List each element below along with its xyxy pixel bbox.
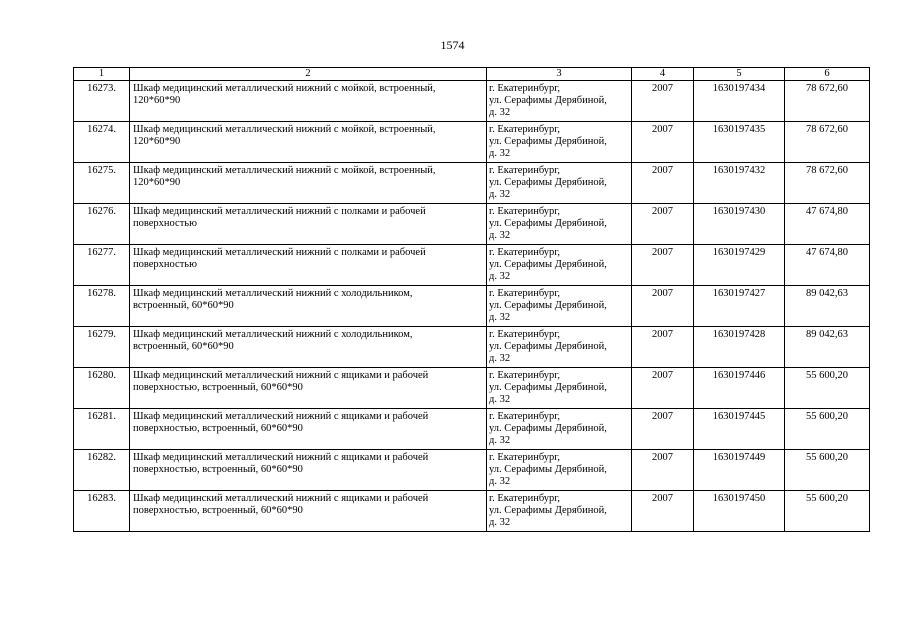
address-cell-line: ул. Серафимы Дерябиной, bbox=[489, 382, 607, 393]
address-cell bbox=[487, 368, 632, 409]
item-name-cell bbox=[130, 163, 487, 204]
address-cell-line: ул. Серафимы Дерябиной, bbox=[489, 341, 607, 352]
item-name-cell-line: Шкаф медицинский металлический нижний с ящиками и рабочей bbox=[133, 452, 429, 463]
table-row bbox=[74, 163, 870, 204]
table-row bbox=[74, 327, 870, 368]
item-name-cell-line: 120*60*90 bbox=[133, 95, 181, 106]
year-cell: 2007 bbox=[632, 368, 694, 409]
year-cell: 2007 bbox=[632, 204, 694, 245]
item-name-cell bbox=[130, 491, 487, 532]
cost-cell: 55 600,20 bbox=[785, 450, 870, 491]
address-cell-line: г. Екатеринбург, bbox=[489, 124, 561, 135]
address-cell-line: ул. Серафимы Дерябиной, bbox=[489, 259, 607, 270]
cost-cell: 78 672,60 bbox=[785, 81, 870, 122]
address-cell bbox=[487, 163, 632, 204]
column-header-6: 6 bbox=[785, 68, 870, 81]
inventory-number-cell: 1630197428 bbox=[694, 327, 785, 368]
item-name-cell-line: Шкаф медицинский металлический нижний с холодильником, bbox=[133, 329, 413, 340]
address-cell-line: г. Екатеринбург, bbox=[489, 370, 561, 381]
address-cell-line: д. 32 bbox=[489, 189, 511, 200]
address-cell bbox=[487, 122, 632, 163]
address-cell-line: д. 32 bbox=[489, 271, 511, 282]
year-cell: 2007 bbox=[632, 286, 694, 327]
inventory-number-cell: 1630197427 bbox=[694, 286, 785, 327]
inventory-number-cell: 1630197430 bbox=[694, 204, 785, 245]
address-cell-line: д. 32 bbox=[489, 394, 511, 405]
address-cell-line: д. 32 bbox=[489, 353, 511, 364]
inventory-number-cell: 1630197445 bbox=[694, 409, 785, 450]
inventory-number-cell: 1630197432 bbox=[694, 163, 785, 204]
row-number-cell: 16282. bbox=[74, 450, 130, 491]
cost-cell: 55 600,20 bbox=[785, 409, 870, 450]
address-cell bbox=[487, 409, 632, 450]
year-cell: 2007 bbox=[632, 163, 694, 204]
table-row bbox=[74, 81, 870, 122]
item-name-cell-line: Шкаф медицинский металлический нижний с ящиками и рабочей bbox=[133, 493, 429, 504]
row-number-cell: 16278. bbox=[74, 286, 130, 327]
row-number-cell: 16273. bbox=[74, 81, 130, 122]
property-registry-table bbox=[73, 67, 870, 532]
item-name-cell-line: поверхностью, встроенный, 60*60*90 bbox=[133, 423, 303, 434]
inventory-number-cell: 1630197446 bbox=[694, 368, 785, 409]
inventory-number-cell: 1630197434 bbox=[694, 81, 785, 122]
address-cell-line: д. 32 bbox=[489, 312, 511, 323]
year-cell: 2007 bbox=[632, 245, 694, 286]
address-cell-line: ул. Серафимы Дерябиной, bbox=[489, 218, 607, 229]
row-number-cell: 16283. bbox=[74, 491, 130, 532]
item-name-cell-line: встроенный, 60*60*90 bbox=[133, 341, 234, 352]
address-cell-line: д. 32 bbox=[489, 148, 511, 159]
address-cell-line: ул. Серафимы Дерябиной, bbox=[489, 423, 607, 434]
item-name-cell-line: 120*60*90 bbox=[133, 136, 181, 147]
item-name-cell-line: поверхностью, встроенный, 60*60*90 bbox=[133, 505, 303, 516]
item-name-cell-line: Шкаф медицинский металлический нижний с ящиками и рабочей bbox=[133, 411, 429, 422]
inventory-number-cell: 1630197435 bbox=[694, 122, 785, 163]
item-name-cell-line: поверхностью, встроенный, 60*60*90 bbox=[133, 464, 303, 475]
row-number-cell: 16281. bbox=[74, 409, 130, 450]
table-row bbox=[74, 286, 870, 327]
address-cell-line: д. 32 bbox=[489, 517, 511, 528]
item-name-cell-line: 120*60*90 bbox=[133, 177, 181, 188]
address-cell-line: ул. Серафимы Дерябиной, bbox=[489, 177, 607, 188]
address-cell-line: ул. Серафимы Дерябиной, bbox=[489, 95, 607, 106]
table-row bbox=[74, 450, 870, 491]
item-name-cell bbox=[130, 409, 487, 450]
year-cell: 2007 bbox=[632, 491, 694, 532]
row-number-cell: 16280. bbox=[74, 368, 130, 409]
item-name-cell bbox=[130, 368, 487, 409]
table-row bbox=[74, 204, 870, 245]
address-cell-line: д. 32 bbox=[489, 476, 511, 487]
table-row bbox=[74, 409, 870, 450]
column-header-2: 2 bbox=[130, 68, 487, 81]
item-name-cell bbox=[130, 245, 487, 286]
address-cell bbox=[487, 204, 632, 245]
item-name-cell-line: Шкаф медицинский металлический нижний с полками и рабочей bbox=[133, 206, 426, 217]
row-number-cell: 16276. bbox=[74, 204, 130, 245]
item-name-cell-line: Шкаф медицинский металлический нижний с ящиками и рабочей bbox=[133, 370, 429, 381]
address-cell bbox=[487, 245, 632, 286]
cost-cell: 78 672,60 bbox=[785, 122, 870, 163]
item-name-cell-line: встроенный, 60*60*90 bbox=[133, 300, 234, 311]
row-number-cell: 16275. bbox=[74, 163, 130, 204]
address-cell bbox=[487, 491, 632, 532]
page-number: 1574 bbox=[440, 38, 465, 52]
table-row bbox=[74, 491, 870, 532]
year-cell: 2007 bbox=[632, 81, 694, 122]
column-header-4: 4 bbox=[632, 68, 694, 81]
year-cell: 2007 bbox=[632, 409, 694, 450]
address-cell-line: ул. Серафимы Дерябиной, bbox=[489, 136, 607, 147]
row-number-cell: 16274. bbox=[74, 122, 130, 163]
address-cell-line: г. Екатеринбург, bbox=[489, 411, 561, 422]
inventory-number-cell: 1630197429 bbox=[694, 245, 785, 286]
row-number-cell: 16279. bbox=[74, 327, 130, 368]
cost-cell: 89 042,63 bbox=[785, 286, 870, 327]
item-name-cell bbox=[130, 450, 487, 491]
address-cell-line: г. Екатеринбург, bbox=[489, 165, 561, 176]
address-cell-line: ул. Серафимы Дерябиной, bbox=[489, 464, 607, 475]
address-cell-line: г. Екатеринбург, bbox=[489, 329, 561, 340]
item-name-cell-line: Шкаф медицинский металлический нижний с мойкой, встроенный, bbox=[133, 83, 436, 94]
item-name-cell bbox=[130, 81, 487, 122]
year-cell: 2007 bbox=[632, 327, 694, 368]
cost-cell: 47 674,80 bbox=[785, 245, 870, 286]
address-cell-line: ул. Серафимы Дерябиной, bbox=[489, 300, 607, 311]
column-number-row bbox=[74, 68, 870, 81]
address-cell bbox=[487, 81, 632, 122]
item-name-cell-line: Шкаф медицинский металлический нижний с полками и рабочей bbox=[133, 247, 426, 258]
column-header-5: 5 bbox=[694, 68, 785, 81]
year-cell: 2007 bbox=[632, 122, 694, 163]
address-cell-line: г. Екатеринбург, bbox=[489, 288, 561, 299]
item-name-cell bbox=[130, 122, 487, 163]
cost-cell: 89 042,63 bbox=[785, 327, 870, 368]
column-header-3: 3 bbox=[487, 68, 632, 81]
cost-cell: 55 600,20 bbox=[785, 491, 870, 532]
item-name-cell-line: Шкаф медицинский металлический нижний с мойкой, встроенный, bbox=[133, 124, 436, 135]
item-name-cell-line: поверхностью bbox=[133, 259, 197, 270]
table-row bbox=[74, 245, 870, 286]
item-name-cell-line: Шкаф медицинский металлический нижний с холодильником, bbox=[133, 288, 413, 299]
address-cell-line: г. Екатеринбург, bbox=[489, 83, 561, 94]
address-cell bbox=[487, 327, 632, 368]
address-cell bbox=[487, 450, 632, 491]
address-cell bbox=[487, 286, 632, 327]
address-cell-line: г. Екатеринбург, bbox=[489, 206, 561, 217]
address-cell-line: д. 32 bbox=[489, 435, 511, 446]
item-name-cell-line: поверхностью bbox=[133, 218, 197, 229]
address-cell-line: д. 32 bbox=[489, 230, 511, 241]
cost-cell: 55 600,20 bbox=[785, 368, 870, 409]
table-row bbox=[74, 368, 870, 409]
item-name-cell-line: Шкаф медицинский металлический нижний с мойкой, встроенный, bbox=[133, 165, 436, 176]
address-cell-line: г. Екатеринбург, bbox=[489, 493, 561, 504]
address-cell-line: д. 32 bbox=[489, 107, 511, 118]
table-body bbox=[74, 81, 870, 532]
column-header-1: 1 bbox=[74, 68, 130, 81]
row-number-cell: 16277. bbox=[74, 245, 130, 286]
address-cell-line: г. Екатеринбург, bbox=[489, 247, 561, 258]
item-name-cell bbox=[130, 327, 487, 368]
address-cell-line: ул. Серафимы Дерябиной, bbox=[489, 505, 607, 516]
cost-cell: 47 674,80 bbox=[785, 204, 870, 245]
item-name-cell bbox=[130, 286, 487, 327]
item-name-cell bbox=[130, 204, 487, 245]
year-cell: 2007 bbox=[632, 450, 694, 491]
item-name-cell-line: поверхностью, встроенный, 60*60*90 bbox=[133, 382, 303, 393]
address-cell-line: г. Екатеринбург, bbox=[489, 452, 561, 463]
inventory-number-cell: 1630197450 bbox=[694, 491, 785, 532]
cost-cell: 78 672,60 bbox=[785, 163, 870, 204]
table-row bbox=[74, 122, 870, 163]
inventory-number-cell: 1630197449 bbox=[694, 450, 785, 491]
